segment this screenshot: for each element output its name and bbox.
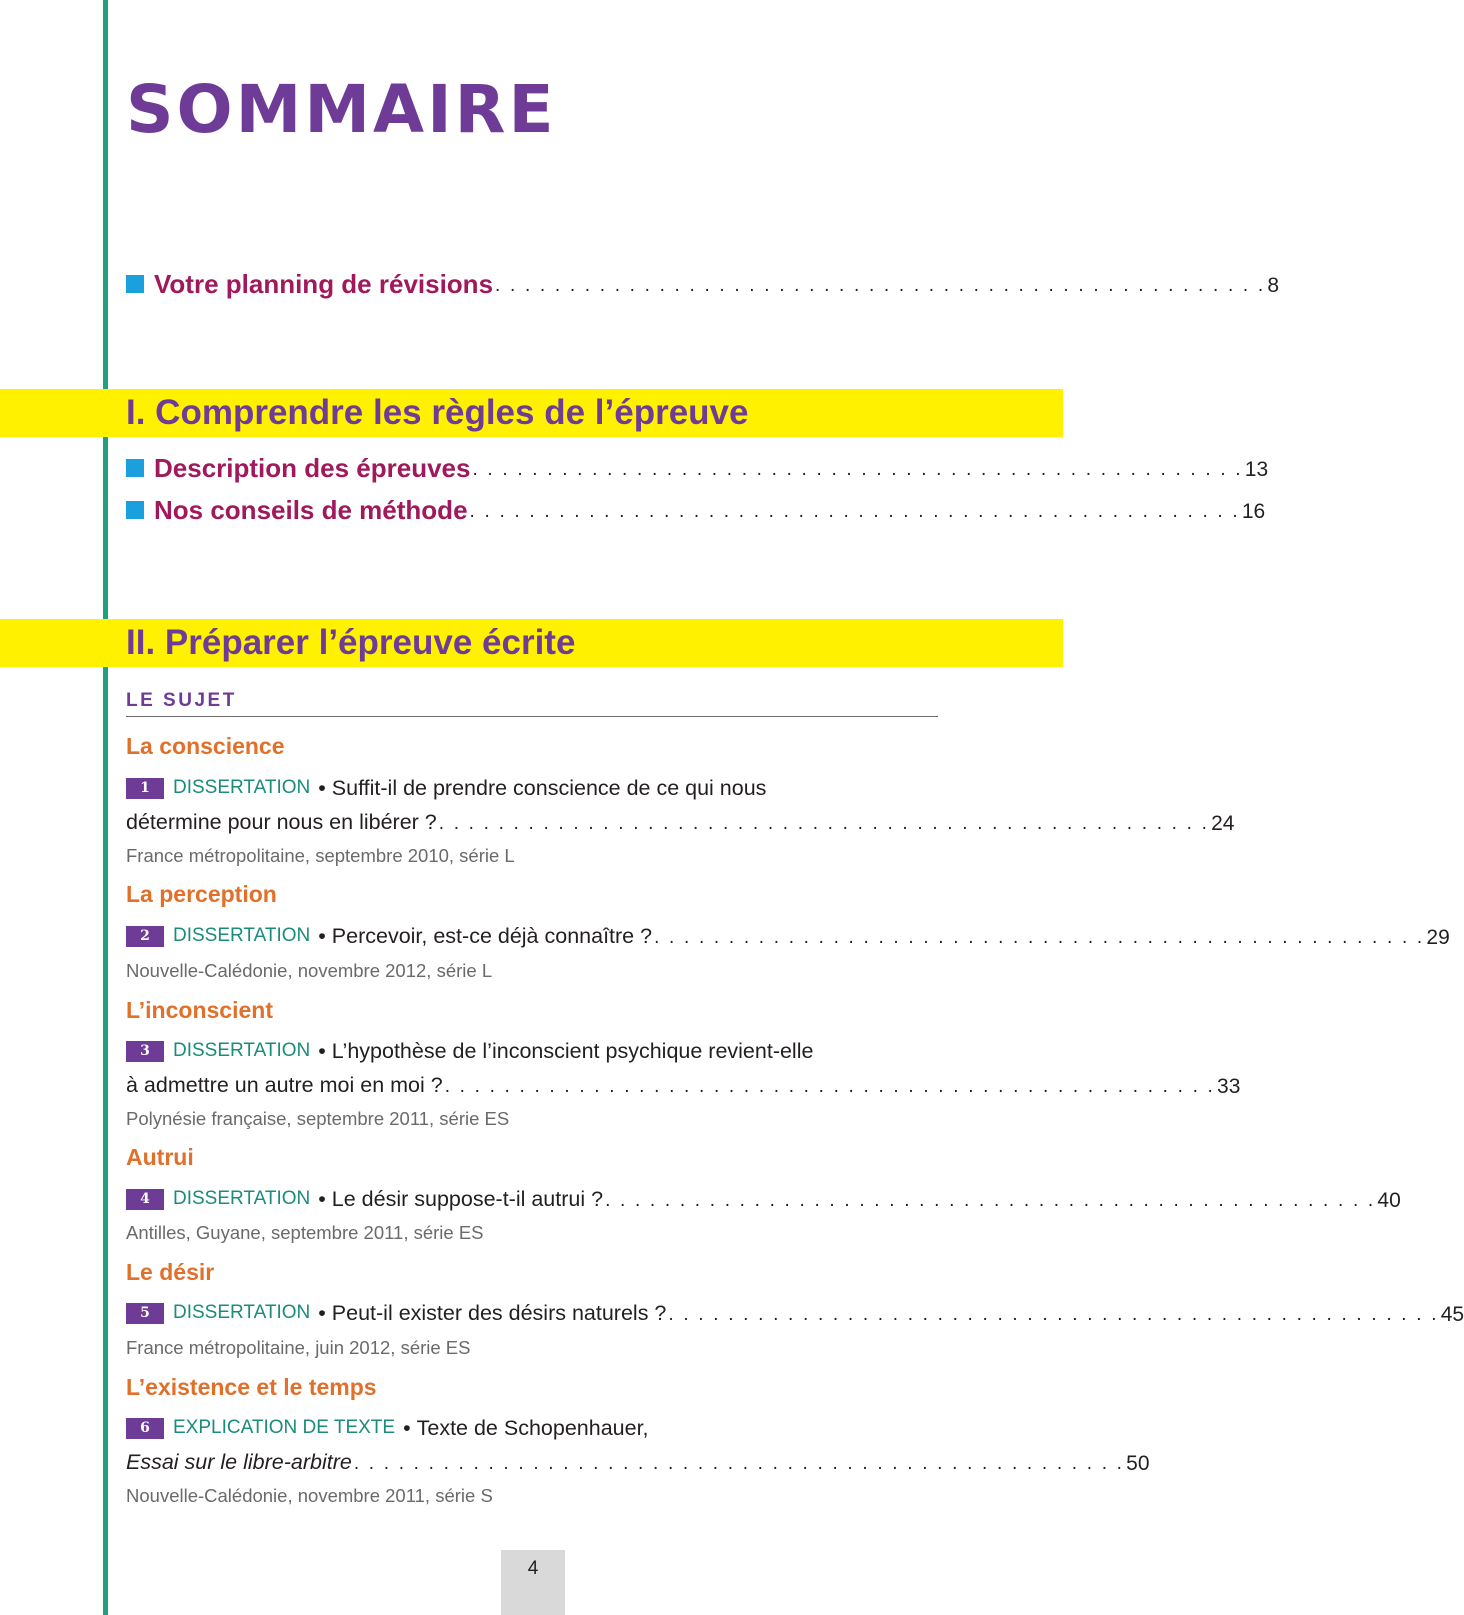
- part-2-title: II. Préparer l’épreuve écrite: [126, 623, 576, 662]
- subject-number-badge: 3: [126, 1041, 164, 1062]
- subject-text: à admettre un autre moi en moi ?: [126, 1072, 443, 1097]
- section-label: LE SUJET: [126, 690, 237, 711]
- subject-source: Antilles, Guyane, septembre 2011, série ES: [126, 1222, 484, 1243]
- page-number-footer: 4: [501, 1550, 565, 1615]
- toc-page-number: 13: [1244, 458, 1269, 481]
- subject-number-badge: 5: [126, 1303, 164, 1324]
- subject-entry-1[interactable]: [126, 772, 930, 804]
- toc-page-number: 8: [1267, 274, 1280, 297]
- toc-entry-description[interactable]: [126, 450, 1269, 486]
- bullet-dot-icon: •: [318, 1300, 326, 1325]
- subject-text: Le désir suppose-t-il autrui ?: [331, 1186, 604, 1211]
- subject-page-number: 33: [1217, 1075, 1241, 1098]
- subject-kind: DISSERTATION: [173, 777, 311, 798]
- blue-square-bullet-icon: [126, 459, 144, 477]
- toc-entry-label: Nos conseils de méthode: [154, 494, 468, 525]
- subject-entry-6-continuation[interactable]: [126, 1446, 1150, 1478]
- theme-heading: Autrui: [126, 1144, 194, 1170]
- subject-entry-3[interactable]: [126, 1035, 930, 1067]
- theme-heading: La conscience: [126, 733, 285, 759]
- subject-source: France métropolitaine, juin 2012, série ES: [126, 1337, 471, 1358]
- dot-leader: . . . . . . . . . . . . . . . . . . . . . . . . . . . . . . . . . . . . . . . . . . . . . . . . . . . .: [605, 1190, 1376, 1211]
- toc-entry-label: Votre planning de révisions: [154, 268, 494, 299]
- toc-entry-label: Description des épreuves: [154, 452, 471, 483]
- dot-leader: . . . . . . . . . . . . . . . . . . . . . . . . . . . . . . . . . . . . . . . . . . . . . . . . . . . .: [469, 501, 1240, 522]
- blue-square-bullet-icon: [126, 501, 144, 519]
- theme-heading: L’existence et le temps: [126, 1374, 377, 1400]
- subject-kind: DISSERTATION: [173, 1040, 311, 1061]
- dot-leader: . . . . . . . . . . . . . . . . . . . . . . . . . . . . . . . . . . . . . . . . . . . . . . . . . . . .: [353, 1453, 1125, 1474]
- toc-entry-conseils[interactable]: [126, 492, 1266, 528]
- subject-entry-1-continuation[interactable]: [126, 806, 1235, 838]
- subject-kind: DISSERTATION: [173, 1188, 311, 1209]
- subject-number-badge: 2: [126, 926, 164, 947]
- subject-text: L’hypothèse de l’inconscient psychique revient-elle: [331, 1038, 814, 1063]
- dot-leader: . . . . . . . . . . . . . . . . . . . . . . . . . . . . . . . . . . . . . . . . . . . . . . . . . . . .: [444, 1076, 1216, 1097]
- subject-page-number: 45: [1440, 1303, 1464, 1326]
- dot-leader: . . . . . . . . . . . . . . . . . . . . . . . . . . . . . . . . . . . . . . . . . . . . . . . . . . . .: [472, 459, 1243, 480]
- bullet-dot-icon: •: [403, 1415, 411, 1440]
- dot-leader: . . . . . . . . . . . . . . . . . . . . . . . . . . . . . . . . . . . . . . . . . . . . . . . . . . . .: [438, 813, 1210, 834]
- subject-number-badge: 4: [126, 1189, 164, 1210]
- bullet-dot-icon: •: [318, 923, 326, 948]
- subject-text: Texte de Schopenhauer,: [416, 1415, 649, 1440]
- subject-source: France métropolitaine, septembre 2010, série L: [126, 845, 515, 866]
- subject-source: Nouvelle-Calédonie, novembre 2011, série S: [126, 1485, 493, 1506]
- theme-heading: L’inconscient: [126, 997, 273, 1023]
- subject-kind: EXPLICATION DE TEXTE: [173, 1417, 396, 1438]
- part-1-title: I. Comprendre les règles de l’épreuve: [126, 393, 749, 432]
- theme-heading: Le désir: [126, 1259, 215, 1285]
- subject-number-badge: 6: [126, 1418, 164, 1439]
- subject-page-number: 24: [1211, 812, 1235, 835]
- dot-leader: . . . . . . . . . . . . . . . . . . . . . . . . . . . . . . . . . . . . . . . . . . . . . . . . . . . .: [495, 275, 1266, 296]
- blue-square-bullet-icon: [126, 275, 144, 293]
- subject-text: Percevoir, est-ce déjà connaître ?: [331, 923, 653, 948]
- subject-entry-5[interactable]: [126, 1297, 1464, 1329]
- page-title: SOMMAIRE: [126, 71, 557, 148]
- bullet-dot-icon: •: [318, 1186, 326, 1211]
- subject-source: Polynésie française, septembre 2011, série ES: [126, 1108, 510, 1129]
- subject-page-number: 29: [1426, 926, 1450, 949]
- subject-text: détermine pour nous en libérer ?: [126, 809, 437, 834]
- subject-source: Nouvelle-Calédonie, novembre 2012, série L: [126, 960, 493, 981]
- subject-entry-3-continuation[interactable]: [126, 1069, 1241, 1101]
- subject-text: Essai sur le libre-arbitre: [126, 1449, 352, 1474]
- dot-leader: . . . . . . . . . . . . . . . . . . . . . . . . . . . . . . . . . . . . . . . . . . . . . . . . . . . .: [668, 1304, 1439, 1325]
- bullet-dot-icon: •: [318, 1038, 326, 1063]
- subject-entry-4[interactable]: [126, 1183, 1401, 1215]
- left-margin-rule: [103, 0, 108, 1615]
- toc-entry-planning[interactable]: [126, 266, 1280, 302]
- section-divider: [126, 716, 938, 717]
- dot-leader: . . . . . . . . . . . . . . . . . . . . . . . . . . . . . . . . . . . . . . . . . . . . . . . . . . . .: [654, 927, 1425, 948]
- subject-text: Suffit-il de prendre conscience de ce qui nous: [331, 775, 767, 800]
- bullet-dot-icon: •: [318, 775, 326, 800]
- theme-heading: La perception: [126, 881, 277, 907]
- subject-text: Peut-il exister des désirs naturels ?: [331, 1300, 667, 1325]
- subject-page-number: 40: [1377, 1189, 1401, 1212]
- subject-page-number: 50: [1126, 1452, 1150, 1475]
- subject-kind: DISSERTATION: [173, 925, 311, 946]
- subject-entry-6[interactable]: [126, 1412, 930, 1444]
- subject-entry-2[interactable]: [126, 920, 1450, 952]
- toc-page-number: 16: [1241, 500, 1266, 523]
- subject-number-badge: 1: [126, 778, 164, 799]
- subject-kind: DISSERTATION: [173, 1302, 311, 1323]
